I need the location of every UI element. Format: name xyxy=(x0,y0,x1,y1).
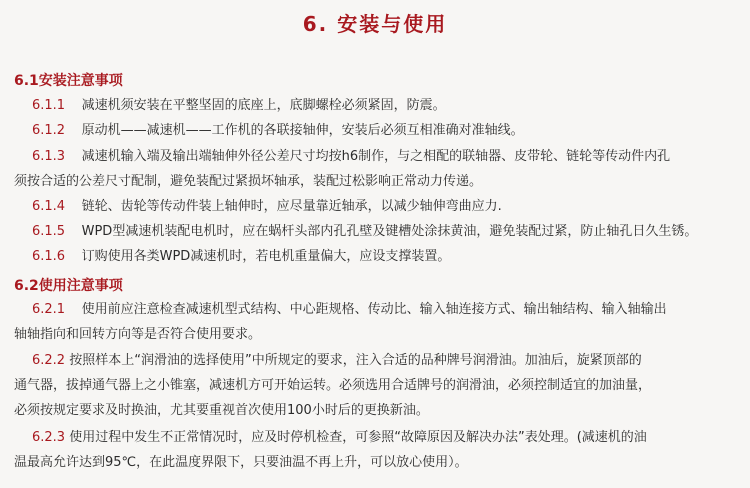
item-number: 6.2.3 xyxy=(32,430,66,445)
item-6-2-1 xyxy=(32,302,736,318)
item-6-1-1 xyxy=(32,98,736,114)
item-6-2-3-continued: 温最高允许达到95℃，在此温度界限下，只要油温不再上升，可以放心使用）。 xyxy=(14,455,468,470)
item-6-1-3 xyxy=(32,149,736,165)
item-number: 6.1.3 xyxy=(32,149,66,164)
item-6-2-2 xyxy=(32,353,736,369)
item-number: 6.1.4 xyxy=(32,199,66,214)
item-text: 减速机输入端及输出端轴伸外径公差尺寸均按h6制作，与之相配的联轴器、皮带轮、链轮等传动件内孔 xyxy=(81,149,671,164)
item-number: 6.1.1 xyxy=(32,98,66,113)
item-6-2-2-continued: 通气器，拔掉通气器上之小锥塞，减速机方可开始运转。必须选用合适牌号的润滑油，必须控制适宜的加油量， xyxy=(14,378,652,393)
item-text: 原动机——减速机——工作机的各联接轴伸，安装后必须互相准确对准轴线。 xyxy=(81,123,524,138)
item-text: 按照样本上“润滑油的选择使用”中所规定的要求，注入合适的品种牌号润滑油。加油后，旋紧顶部的 xyxy=(69,353,642,368)
section-heading-install: 6.1安装注意事项 xyxy=(14,73,123,89)
item-text: 链轮、齿轮等传动件装上轴伸时，应尽量靠近轴承，以减少轴伸弯曲应力. xyxy=(81,199,502,214)
item-number: 6.1.2 xyxy=(32,123,66,138)
item-number: 6.2.2 xyxy=(32,353,66,368)
item-6-1-6 xyxy=(32,249,736,265)
item-number: 6.1.6 xyxy=(32,249,66,264)
item-number: 6.1.5 xyxy=(32,224,66,239)
item-6-2-1-continued: 轴轴指向和回转方向等是否符合使用要求。 xyxy=(14,327,262,342)
item-6-1-2 xyxy=(32,123,736,139)
item-text: 使用前应注意检查减速机型式结构、中心距规格、传动比、输入轴连接方式、输出轴结构、输入轴输出 xyxy=(81,302,667,317)
section-heading-usage: 6.2使用注意事项 xyxy=(14,278,123,294)
item-text: WPD型减速机装配电机时，应在蜗杆头部内孔孔壁及键槽处涂抹黄油，避免装配过紧，防止轴孔日久生锈。 xyxy=(81,224,698,239)
item-text: 订购使用各类WPD减速机时，若电机重量偏大，应设支撑装置。 xyxy=(81,249,451,264)
item-6-2-2-continued: 必须按规定要求及时换油，尤其要重视首次使用100小时后的更换新油。 xyxy=(14,403,429,418)
item-6-1-4 xyxy=(32,199,736,215)
page-title: 6. 安装与使用 xyxy=(302,12,448,36)
item-6-2-3 xyxy=(32,430,736,446)
item-6-1-5 xyxy=(32,224,736,240)
item-6-1-3-continued: 须按合适的公差尺寸配制，避免装配过紧损坏轴承，装配过松影响正常动力传递。 xyxy=(14,174,483,189)
item-text: 使用过程中发生不正常情况时，应及时停机检查，可参照“故障原因及解决办法”表处理。(减速机的油 xyxy=(69,430,647,445)
item-number: 6.2.1 xyxy=(32,302,66,317)
item-text: 减速机须安装在平整坚固的底座上，底脚螺栓必须紧固，防震。 xyxy=(81,98,446,113)
